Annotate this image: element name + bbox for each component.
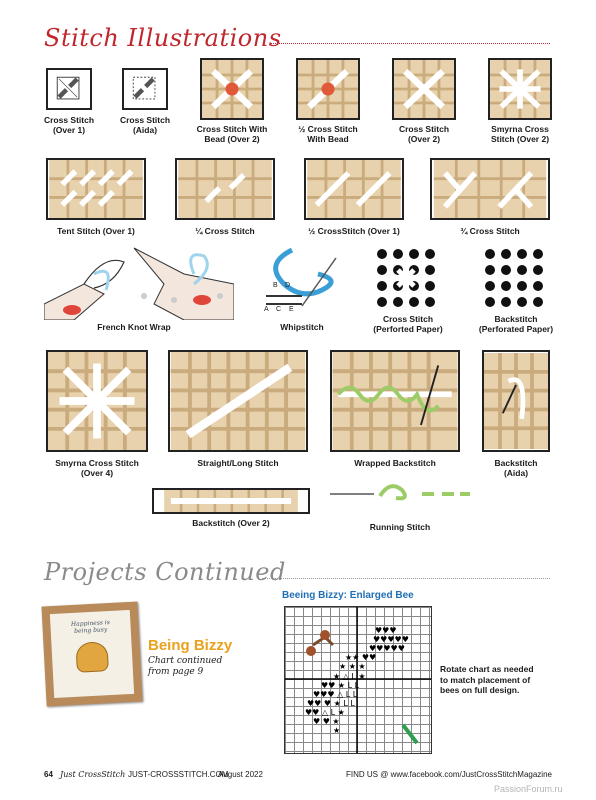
- smyrna-over2-diagram: [488, 58, 552, 120]
- svg-text:★ △ L ★: ★ △ L ★: [333, 672, 366, 681]
- caption-smyrna-over2: Smyrna Cross Stitch (Over 2): [490, 124, 550, 145]
- chart-title: Beeing Bizzy: Enlarged Bee: [282, 590, 414, 601]
- backstitch-aida-diagram: [482, 350, 550, 452]
- svg-text:♥♥ ★ L L: ♥♥ ★ L L: [321, 681, 360, 690]
- backstitch-over2-diagram: [152, 488, 310, 514]
- svg-text:♥♥♥ △ L L: ♥♥♥ △ L L: [313, 690, 358, 699]
- project-name: Being Bizzy: [148, 637, 233, 654]
- whip-letter-d: D: [285, 282, 291, 289]
- caption-straight-long: Straight/Long Stitch: [197, 458, 279, 468]
- svg-text:♥♥♥♥♥: ♥♥♥♥♥: [373, 635, 409, 644]
- three-quarter-cross-diagram: [430, 158, 550, 220]
- page-number: 64: [44, 770, 53, 779]
- caption-backstitch-aida: Backstitch (Aida): [494, 458, 538, 479]
- cross-stitch-over2-diagram: [392, 58, 456, 120]
- half-cross-over1-diagram: [304, 158, 404, 220]
- caption-cross-stitch-aida: Cross Stitch (Aida): [119, 115, 171, 136]
- title-dotted-rule: [270, 43, 550, 44]
- issue-date: August 2022: [218, 770, 263, 779]
- svg-text:★: ★: [333, 726, 341, 735]
- tent-stitch-diagram: [46, 158, 146, 220]
- caption-whipstitch: Whipstitch: [280, 322, 324, 332]
- caption-three-quarter-cross: ¾ Cross Stitch: [460, 226, 520, 236]
- caption-cross-stitch-over1: Cross Stitch (Over 1): [43, 115, 95, 136]
- svg-text:★ ★ ★: ★ ★ ★: [339, 662, 366, 671]
- caption-wrapped-backstitch: Wrapped Backstitch: [354, 458, 436, 468]
- projects-continued-title: Projects Continued: [44, 558, 286, 586]
- running-stitch-diagram: [330, 482, 470, 504]
- whip-letter-c: C: [276, 306, 282, 313]
- caption-half-cross-over1: ½ CrossStitch (Over 1): [308, 226, 400, 236]
- cross-stitch-bead-diagram: [200, 58, 264, 120]
- cross-stitch-aida-diagram: [122, 68, 168, 110]
- svg-text:♥♥♥: ♥♥♥: [375, 626, 397, 635]
- caption-cross-stitch-bead: Cross Stitch With Bead (Over 2): [196, 124, 268, 145]
- caption-quarter-cross: ¼ Cross Stitch: [195, 226, 255, 236]
- half-cross-bead-diagram: [296, 58, 360, 120]
- whip-letter-e: E: [289, 306, 294, 313]
- being-bizzy-photo: [41, 602, 142, 707]
- caption-french-knot: French Knot Wrap: [97, 322, 171, 332]
- caption-half-cross-bead: ½ Cross Stitch With Bead: [298, 124, 358, 145]
- whip-letter-a: A: [264, 306, 269, 313]
- french-knot-illustration: [44, 244, 234, 320]
- wrapped-backstitch-diagram: [330, 350, 460, 452]
- watermark: PassionForum.ru: [494, 784, 563, 794]
- magazine-name: Just CrossStitch: [60, 770, 126, 779]
- stitch-illustrations-title: Stitch Illustrations: [44, 24, 282, 52]
- svg-text:♥♥♥♥♥: ♥♥♥♥♥: [369, 644, 405, 653]
- caption-running-stitch: Running Stitch: [369, 522, 431, 532]
- svg-text:★★ ♥♥: ★★ ♥♥: [345, 653, 377, 662]
- project-continued-note: Chart continued from page 9: [148, 656, 223, 678]
- chart-rotation-note: Rotate chart as needed to match placement of bees on full design.: [440, 664, 534, 696]
- whip-letter-b: B: [273, 282, 278, 289]
- caption-backstitch-over2: Backstitch (Over 2): [192, 518, 270, 528]
- beehive-icon: [75, 641, 109, 673]
- svg-text:♥♥ ♥ ★ L L: ♥♥ ♥ ★ L L: [307, 699, 355, 708]
- svg-text:♥ ♥ ★: ♥ ♥ ★: [313, 717, 340, 726]
- facebook-link[interactable]: FIND US @ www.facebook.com/JustCrossStitchMagazine: [346, 770, 552, 779]
- quarter-cross-diagram: [175, 158, 275, 220]
- caption-tent-stitch: Tent Stitch (Over 1): [57, 226, 135, 236]
- whipstitch-illustration: [262, 244, 348, 316]
- photo-text: Happiness is being busy: [70, 619, 110, 635]
- projects-dotted-rule: [262, 578, 550, 579]
- caption-perforated-backstitch: Backstitch (Perforated Paper): [478, 314, 554, 335]
- straight-long-stitch-diagram: [168, 350, 308, 452]
- smyrna-over4-diagram: [46, 350, 148, 452]
- caption-smyrna-over4: Smyrna Cross Stitch (Over 4): [55, 458, 139, 479]
- perforated-cross-diagram: [376, 248, 440, 310]
- enlarged-bee-chart: [284, 606, 432, 754]
- website-link[interactable]: JUST-CROSSSTITCH.COM: [128, 770, 229, 779]
- svg-text:♥♥ △ L ★: ♥♥ △ L ★: [305, 708, 345, 717]
- perforated-backstitch-diagram: [484, 248, 548, 310]
- caption-cross-stitch-over2: Cross Stitch (Over 2): [398, 124, 450, 145]
- cross-stitch-over1-diagram: [46, 68, 92, 110]
- caption-perforated-cross: Cross Stitch (Perforted Paper): [373, 314, 443, 335]
